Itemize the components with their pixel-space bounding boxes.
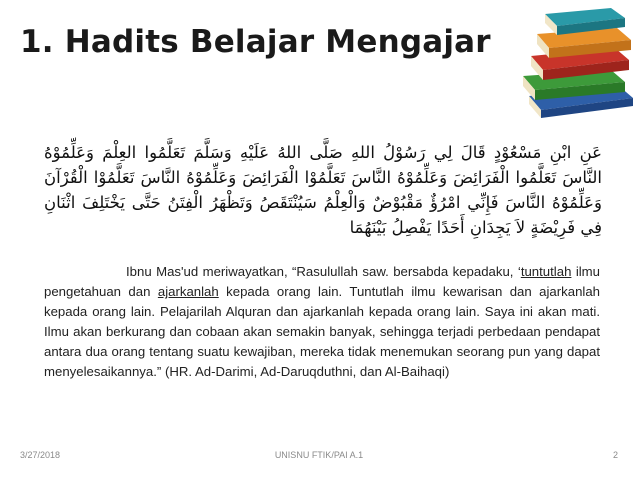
slide-number: 2 xyxy=(612,450,618,460)
translation-underlined-2: ajarkanlah xyxy=(157,284,219,300)
footer-date: 3/27/2018 xyxy=(20,450,61,460)
slide-title: 1. Hadits Belajar Mengajar xyxy=(20,24,491,60)
translation-part-3: kepada orang lain. Tuntutlah ilmu kewarisan dan ajarkanlah kepada orang lain. Pelajarilah Alquran dan ajarkanlah kepada orang lain. Saya ini akan mati. Ilmu akan berkurang dan cobaan akan semakin banyak, sehingga terjadi perbedaan pendapat antara dua orang tentang suatu kewajiban, mereka tidak menemukan seorang pun yang dapat menyelesaikannya.” (HR. Ad-Darimi, Ad-Daruqduthni, dan Al-Baihaqi) xyxy=(44,284,601,380)
hadith-translation xyxy=(44,262,600,383)
footer-text: UNISNU FTIK/PAI A.1 xyxy=(274,450,364,460)
hadith-arabic-text: عَنِ ابْنِ مَسْعُوْدٍ قَالَ لِي رَسُوْلُ اللهِ صَلَّى اللهُ عَلَيْهِ وَسَلَّمَ تَعَلَّمُوا العِلْمَ وَعَلِّمُوْهُ النَّاسَ تَعَلَّمُوا الْفَرَائِضَ وَعَلِّمُوْهُ النَّاسَ تَعَلَّمُوْا الْفَرَائِضَ وَعَلِّمُوْهُ النَّاسَ تَعَلَّمُوْا الْقُرْآنَ وَعَلِّمُوْهُ النَّاسَ فَإِنِّي امْرُؤٌ مَقْبُوْضٌ وَالْعِلْمُ سَيُنْتَقَصُ وَتَظْهَرُ الْفِتَنُ حَتَّى يَخْتَلِفَ اثْنَانِ فِي فَرِيْضَةٍ لاَ يَجِدَانِ أَحَدًا يَفْصِلُ بَيْنَهُمَا xyxy=(44,143,602,237)
translation-part-1: Ibnu Mas'ud meriwayatkan, “Rasulullah saw. bersabda kepadaku, ‘ xyxy=(126,264,521,279)
translation-underlined-1: tuntutlah xyxy=(520,264,572,279)
translation-part-2: ilmu pengetahuan dan xyxy=(44,264,600,300)
stack-of-books-icon xyxy=(515,0,638,118)
